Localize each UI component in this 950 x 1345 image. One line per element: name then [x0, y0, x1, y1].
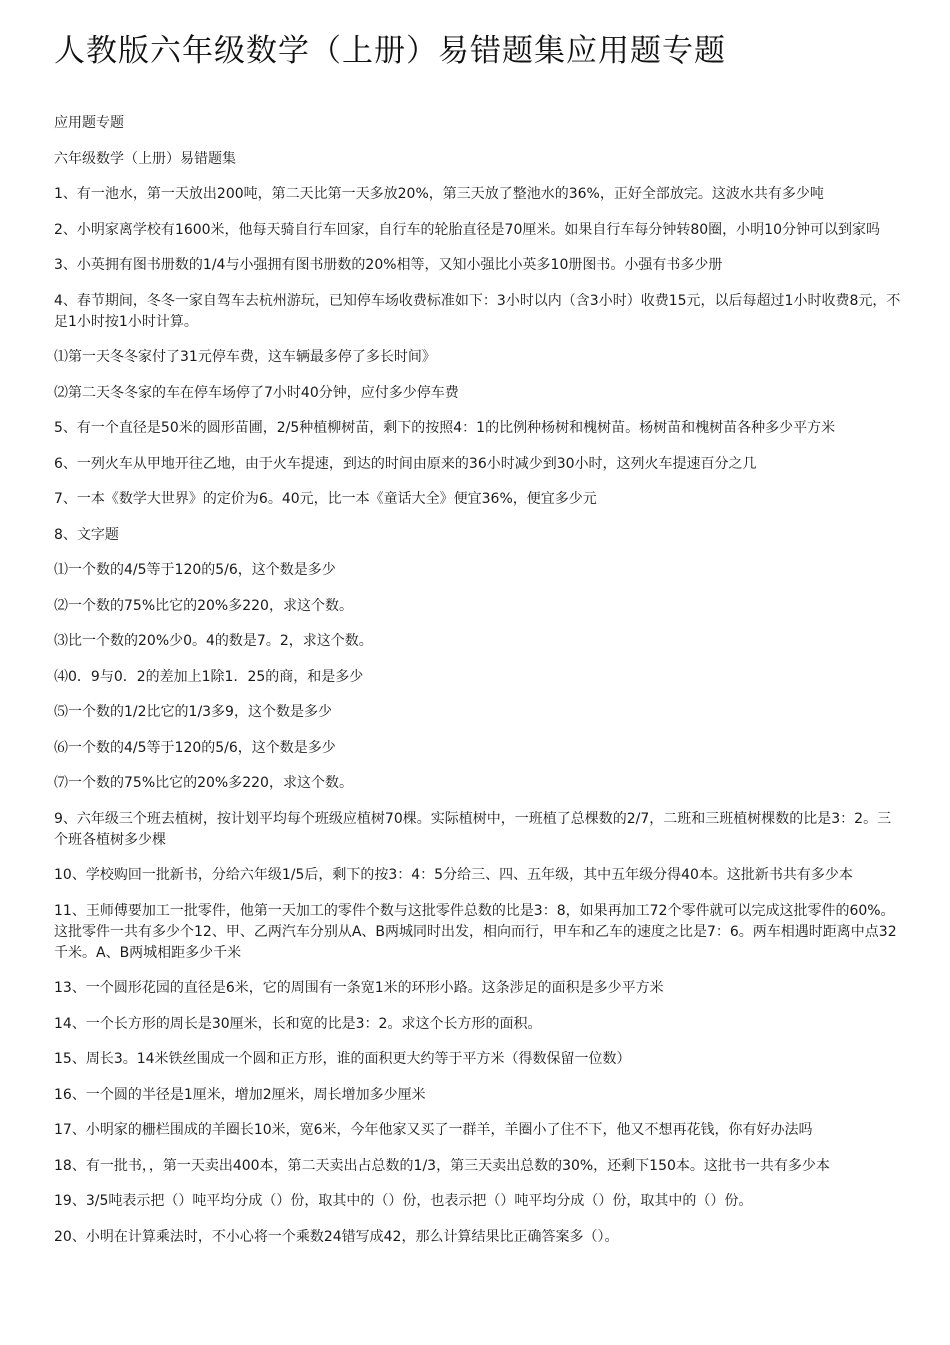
text-line: 9、六年级三个班去植树，按计划平均每个班级应植树70棵。实际植树中，一班植了总棵数的2/7，二班和三班植树棵数的比是3：2。三个班各植树多少棵 — [54, 810, 892, 848]
text-line: 应用题专题 — [54, 115, 124, 131]
text-line: ⑸一个数的1/2比它的1/3多9，这个数是多少 — [54, 704, 332, 720]
text-line: ⑹一个数的4/5等于120的5/6，这个数是多少 — [54, 739, 336, 756]
text-line: 16、一个圆的半径是1厘米，增加2厘米，周长增加多少厘米 — [54, 1086, 426, 1103]
text-line: ⑴第一天冬冬家付了31元停车费，这车辆最多停了多长时间》 — [54, 349, 436, 365]
text-line: ⑵一个数的75%比它的20%多220，求这个数。 — [54, 597, 353, 614]
text-line: ⑵第二天冬冬家的车在停车场停了7小时40分钟，应付多少停车费 — [54, 384, 459, 401]
text-line: 11、王师傅要加工一批零件，他第一天加工的零件个数与这批零件总数的比是3：8，如果再加工72个零件就可以完成这批零件的60%。这批零件一共有多少个12、甲、乙两汽车分别从A、B两城同时出发，相向而行，甲车和乙车的速度之比是7：6。两车相遇时距离中点32千米。A、B两城相距多少千米 — [54, 902, 897, 961]
text-line: ⑺一个数的75%比它的20%多220，求这个数。 — [54, 775, 353, 791]
text-line: 六年级数学（上册）易错题集 — [54, 150, 236, 167]
document-title: 人教版六年级数学（上册）易错题集应用题专题 — [54, 33, 726, 69]
text-line: ⑴一个数的4/5等于120的5/6，这个数是多少 — [54, 562, 336, 578]
text-line: 3、小英拥有图书册数的1/4与小强拥有图书册数的20%相等，又知小强比小英多10册图书。小强有书多少册 — [54, 257, 723, 273]
text-line: ⑶比一个数的20%少0。4的数是7。2，求这个数。 — [54, 633, 373, 649]
text-line: ⑷0．9与0．2的差加上1除1．25的商，和是多少 — [54, 668, 364, 685]
text-line: 17、小明家的栅栏围成的羊圈长10米，宽6米，今年他家又买了一群羊，羊圈小了住不下，他又不想再花钱，你有好办法吗 — [54, 1122, 813, 1138]
text-line: 20、小明在计算乘法时，不小心将一个乘数24错写成42，那么计算结果比正确答案多（）。 — [54, 1228, 619, 1245]
text-line: 6、一列火车从甲地开往乙地，由于火车提速，到达的时间由原来的36小时减少到30小时，这列火车提速百分之几 — [54, 455, 757, 472]
text-line: 13、一个圆形花园的直径是6米，它的周围有一条宽1米的环形小路。这条涉足的面积是多少平方米 — [54, 980, 664, 996]
text-line: 2、小明家离学校有1600米，他每天骑自行车回家，自行车的轮胎直径是70厘米。如果自行车每分钟转80圈，小明10分钟可以到家吗 — [54, 221, 880, 238]
text-line: 10、学校购回一批新书，分给六年级1/5后，剩下的按3：4：5分给三、四、五年级，其中五年级分得40本。这批新书共有多少本 — [54, 867, 853, 883]
text-line: 8、文字题 — [54, 526, 119, 543]
text-line: 15、周长3。14米铁丝围成一个圆和正方形，谁的面积更大约等于平方米（得数保留一位数） — [54, 1051, 631, 1067]
text-line: 14、一个长方形的周长是30厘米，长和宽的比是3：2。求这个长方形的面积。 — [54, 1015, 542, 1032]
text-line: 18、有一批书，，第一天卖出400本，第二天卖出占总数的1/3，第三天卖出总数的30%，还剩下150本。这批书一共有多少本 — [54, 1157, 830, 1174]
text-line: 1、有一池水，第一天放出200吨，第二天比第一天多放20%，第三天放了整池水的36%，正好全部放完。这波水共有多少吨 — [54, 186, 824, 202]
text-line: 19、3/5吨表示把（）吨平均分成（）份，取其中的（）份，也表示把（）吨平均分成（）份，取其中的（）份。 — [54, 1193, 753, 1209]
text-line: 5、有一个直径是50米的圆形苗圃，2/5种植柳树苗，剩下的按照4：1的比例种杨树和槐树苗。杨树苗和槐树苗各种多少平方米 — [54, 420, 836, 436]
text-line: 4、春节期间，冬冬一家自驾车去杭州游玩，已知停车场收费标准如下：3小时以内（含3小时）收费15元，以后每超过1小时收费8元，不足1小时按1小时计算。 — [54, 292, 901, 330]
text-line: 7、一本《数学大世界》的定价为6。40元，比一本《童话大全》便宜36%，便宜多少元 — [54, 491, 597, 507]
document-body — [54, 113, 910, 1248]
